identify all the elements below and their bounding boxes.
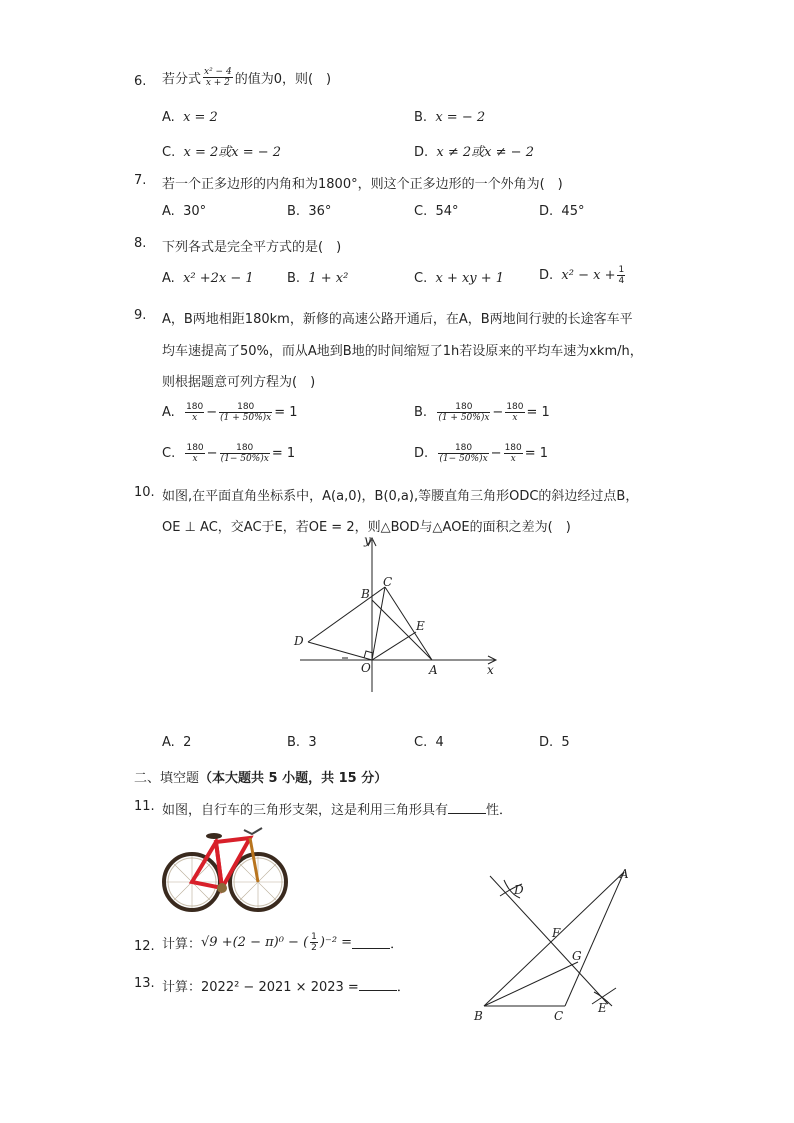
frac-den: 4	[618, 276, 625, 286]
q6-option-b	[414, 110, 485, 125]
option-label: C.	[414, 735, 428, 750]
label-d: D	[294, 634, 304, 648]
option-text: 45°	[561, 204, 585, 219]
option-text: x = − 2	[435, 110, 486, 125]
q10-option-c	[414, 735, 444, 750]
rhs: = 1	[526, 405, 550, 420]
q10-option-b	[287, 735, 317, 750]
q6-option-c	[162, 141, 281, 160]
frac-num: 180	[186, 443, 204, 453]
q6-stem	[162, 67, 331, 88]
segment-bg	[484, 962, 578, 1006]
option-text: x = 2	[183, 110, 218, 125]
segment-oc	[372, 587, 385, 660]
line-de	[490, 876, 608, 1004]
q13-stem	[162, 976, 410, 995]
option-label: A.	[162, 204, 175, 219]
option-label: D.	[539, 268, 554, 283]
q6-frac-den: x + 2	[205, 78, 230, 88]
saddle	[206, 833, 222, 839]
label-a: A	[620, 867, 629, 881]
frac-den: (1− 50%)x	[220, 454, 269, 464]
q7-option-a	[162, 204, 206, 219]
option-text: 1 + x²	[308, 271, 349, 286]
q9-number: 9.	[134, 308, 147, 323]
section-heading	[134, 767, 387, 786]
q10-line1: 如图,在平面直角坐标系中，A(a,0)，B(0,a),等腰直角三角形ODC的斜边经过点B，	[162, 489, 639, 504]
fraction	[185, 443, 204, 464]
q10-coordinate-figure	[280, 532, 510, 697]
q12-expression: √9 +(2 − π)⁰ − (	[201, 935, 309, 950]
option-text: 3	[308, 735, 317, 750]
frac-den: x	[192, 454, 198, 464]
label-y: y	[364, 533, 371, 547]
q6-option-a	[162, 110, 218, 125]
q13-expression: 计算：2022² − 2021 × 2023 =	[162, 980, 359, 995]
q10-option-a	[162, 735, 191, 750]
segment-do	[308, 642, 372, 660]
frac-den: (1 + 50%)x	[438, 413, 490, 423]
q9-line2: 均车速提高了50%，而从A地到B地的时间缩短了1h若设原来的平均车速为xkm/h，	[162, 344, 643, 359]
operator: −	[492, 405, 504, 420]
label-a: A	[429, 663, 438, 677]
option-text: 5	[561, 735, 570, 750]
label-b: B	[474, 1009, 483, 1023]
fraction	[185, 402, 204, 423]
q7-option-d	[539, 204, 584, 219]
option-text: 30°	[183, 204, 207, 219]
answer-blank[interactable]	[448, 801, 486, 814]
label-o: O	[361, 661, 371, 675]
q9-option-b	[414, 402, 550, 423]
q6-frac-num: x² − 4	[204, 67, 232, 77]
q11-number: 11.	[134, 799, 155, 814]
q11-stem	[162, 799, 512, 818]
option-label: B.	[287, 735, 301, 750]
option-label: C.	[414, 271, 428, 286]
q7-option-c	[414, 204, 459, 219]
q8-d-fraction	[617, 265, 625, 286]
q6-number: 6.	[134, 74, 147, 89]
option-label: B.	[414, 110, 428, 125]
label-e: E	[416, 619, 425, 633]
q13-number: 13.	[134, 976, 155, 991]
q12-stem	[162, 932, 403, 953]
fraction	[219, 402, 272, 423]
q6-option-d	[414, 141, 534, 160]
option-label: C.	[162, 145, 176, 160]
label-d: D	[514, 883, 524, 897]
q9-line3: 则根据题意可列方程为( )	[162, 375, 316, 390]
label-c: C	[554, 1009, 564, 1023]
q11-stem-pre: 如图，自行车的三角形支架，这是利用三角形具有	[162, 803, 449, 818]
fraction	[505, 402, 524, 423]
frac-den: x	[512, 413, 518, 423]
q6-stem-post: 的值为0，则( )	[234, 72, 332, 87]
frac-den: 2	[311, 943, 317, 953]
option-text: 36°	[308, 204, 332, 219]
option-text: x² +2x − 1	[183, 271, 254, 286]
segment-oe	[372, 632, 416, 660]
q10-line2: OE ⊥ AC，交AC于E，若OE = 2，则△BOD与△AOE的面积之差为( )	[162, 520, 571, 535]
option-label: B.	[414, 405, 428, 420]
option-label: A.	[162, 110, 175, 125]
q10-option-d	[539, 735, 570, 750]
q12-number: 12.	[134, 939, 155, 954]
frac-den: x	[510, 454, 516, 464]
fraction	[504, 443, 523, 464]
frac-num: 180	[186, 402, 204, 412]
option-label: A.	[162, 405, 175, 420]
segment-ca	[385, 587, 432, 660]
q8-option-c	[414, 271, 504, 286]
rhs: = 1	[271, 446, 296, 461]
frac-den: x	[192, 413, 198, 423]
construction-figure	[470, 860, 650, 1025]
q9-option-c	[162, 443, 295, 464]
option-label: C.	[414, 204, 428, 219]
q7-option-b	[287, 204, 331, 219]
q7-stem: 若一个正多边形的内角和为1800°，则这个正多边形的一个外角为( )	[162, 177, 563, 192]
q9-line1: A，B两地相距180km，新修的高速公路开通后，在A，B两地间行驶的长途客车平	[162, 312, 633, 327]
operator: −	[206, 405, 218, 420]
option-label: D.	[539, 735, 554, 750]
option-text: x² − x +	[561, 268, 616, 283]
frac-num: 180	[504, 443, 522, 453]
frac-den: (1− 50%)x	[439, 454, 488, 464]
answer-blank[interactable]	[352, 936, 390, 949]
frac-num: 180	[506, 402, 524, 412]
operator: −	[490, 446, 502, 461]
q12-stem-pre: 计算：	[162, 937, 202, 952]
q8-option-b	[287, 271, 348, 286]
q7-number: 7.	[134, 173, 147, 188]
handlebar	[244, 828, 262, 834]
label-f: F	[552, 926, 561, 940]
q9-option-a	[162, 402, 298, 423]
option-text: x = 2或x = − 2	[183, 145, 282, 160]
chainring	[217, 883, 227, 893]
option-label: D.	[414, 446, 429, 461]
option-text: x + xy + 1	[435, 271, 505, 286]
rhs: = 1	[524, 446, 549, 461]
q11-stem-post: 性．	[486, 803, 513, 818]
fraction	[220, 443, 270, 464]
operator: −	[206, 446, 218, 461]
fraction	[438, 443, 488, 464]
option-label: D.	[539, 204, 554, 219]
section-title: 二、填空题	[134, 771, 200, 786]
label-b: B	[361, 587, 370, 601]
section-note: （本大题共 5 小题，共 15 分）	[199, 771, 388, 786]
label-e: E	[598, 1001, 607, 1015]
option-text: 54°	[435, 204, 459, 219]
label-c: C	[383, 575, 393, 589]
frac-num: 1	[618, 265, 625, 275]
q8-option-a	[162, 271, 254, 286]
q8-option-d	[539, 265, 627, 286]
frac-den: (1 + 50%)x	[220, 413, 272, 423]
q12-stem-post: ．	[390, 937, 404, 952]
rhs: = 1	[274, 405, 298, 420]
option-label: A.	[162, 271, 175, 286]
frac-num: 180	[437, 402, 490, 413]
option-text: 4	[435, 735, 444, 750]
q8-stem: 下列各式是完全平方式的是( )	[162, 240, 342, 255]
q12-expression-tail: )⁻² =	[319, 935, 353, 950]
segment-dc	[308, 587, 385, 642]
option-label: D.	[414, 145, 429, 160]
answer-blank[interactable]	[359, 978, 397, 991]
q12-fraction	[310, 932, 318, 953]
frac-num: 180	[219, 402, 272, 413]
fraction	[437, 402, 490, 423]
bicycle-illustration	[160, 822, 288, 922]
option-label: B.	[287, 271, 301, 286]
q8-number: 8.	[134, 236, 147, 251]
q10-number: 10.	[134, 485, 155, 500]
label-g: G	[572, 949, 582, 963]
frac-num: 1	[311, 932, 317, 942]
main-triangle-frame	[216, 838, 250, 888]
segment-ca	[565, 872, 624, 1006]
option-text: x ≠ 2或x ≠ − 2	[436, 145, 534, 160]
option-label: B.	[287, 204, 301, 219]
option-label: A.	[162, 735, 175, 750]
frac-num: 180	[220, 443, 270, 454]
option-label: C.	[162, 446, 176, 461]
label-x: x	[487, 663, 494, 677]
q13-stem-post: ．	[396, 980, 410, 995]
q9-option-d	[414, 443, 548, 464]
q6-fraction	[203, 67, 233, 88]
q6-stem-pre: 若分式	[162, 72, 202, 87]
option-text: 2	[183, 735, 192, 750]
frac-num: 180	[438, 443, 488, 454]
